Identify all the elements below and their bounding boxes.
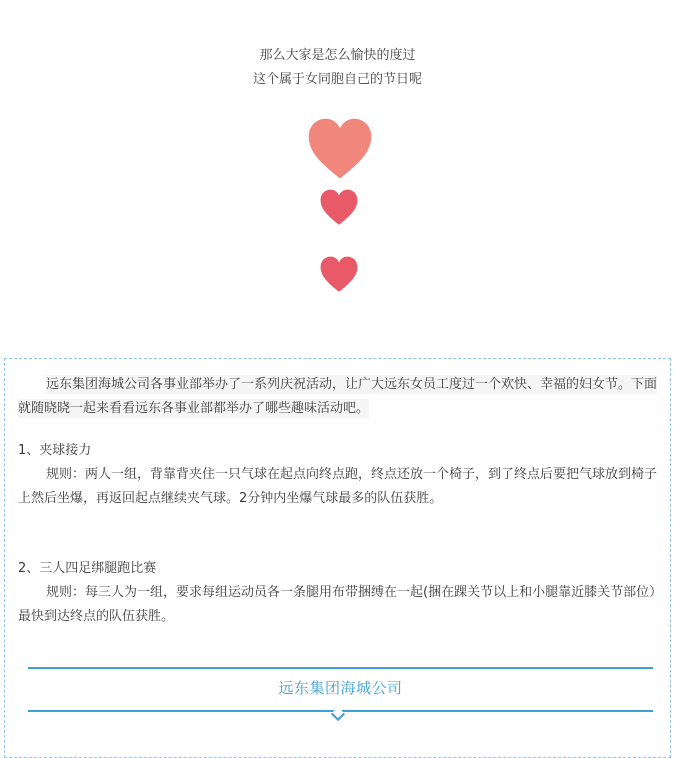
intro-line-2: 这个属于女同胞自己的节日呢 bbox=[252, 72, 422, 87]
footer-title: 远东集团海城公司 bbox=[278, 679, 403, 697]
intro-line-1: 那么大家是怎么愉快的度过 bbox=[259, 48, 416, 63]
section-1-title: 1、夹球接力 bbox=[18, 443, 92, 458]
section-1-body-text: 规则：两人一组，背靠背夹住一只气球在起点向终点跑，终点还放一个椅子，到了终点后要把气球放到椅子上然后坐爆，再返回起点继续夹气球。2分钟内坐爆气球最多的队伍获胜。 bbox=[18, 467, 658, 506]
article-box bbox=[4, 358, 671, 758]
heart-icon bbox=[319, 255, 359, 295]
heart-icon bbox=[319, 188, 359, 228]
footer-divider-top bbox=[28, 667, 653, 669]
intro-text bbox=[0, 44, 675, 92]
section-2-body-text: 规则：每三人为一组，要求每组运动员各一条腿用布带捆缚在一起(捆在踝关节以上和小腿靠近膝关节部位）最快到达终点的队伍获胜。 bbox=[18, 585, 656, 624]
intro-paragraph bbox=[18, 373, 658, 421]
section-1-body bbox=[18, 463, 658, 511]
section-2-body bbox=[18, 581, 658, 629]
heart-icon bbox=[306, 116, 374, 184]
section-2-title: 2、三人四足绑腿跑比赛 bbox=[18, 561, 157, 576]
intro-paragraph-text: 远东集团海城公司各事业部举办了一系列庆祝活动，让广大远东女员工度过一个欢快、幸福的妇女节。下面就随晓晓一起来看看远东各事业部都举办了哪些趣味活动吧。 bbox=[18, 377, 658, 416]
